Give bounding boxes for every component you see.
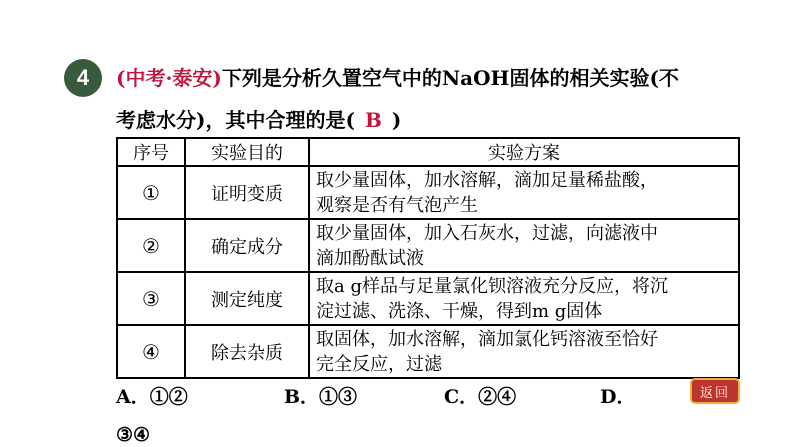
- row-index: ①: [117, 166, 185, 219]
- row-purpose: 证明变质: [185, 166, 309, 219]
- row-plan: [309, 219, 739, 272]
- option-c[interactable]: C．②④: [444, 386, 517, 408]
- table-row: [117, 272, 739, 325]
- option-d-continued: ③④: [116, 424, 151, 446]
- table-row: [117, 219, 739, 272]
- row-plan-line-2: 观察是否有气泡产生: [316, 194, 478, 216]
- row-plan-line-1: 取少量固体，加水溶解，滴加足量稀盐酸，: [316, 169, 658, 191]
- row-plan-line-2: 滴加酚酞试液: [316, 247, 424, 269]
- row-index: ④: [117, 325, 185, 378]
- row-plan-line-1: 取少量固体，加入石灰水，过滤，向滤液中: [316, 222, 658, 244]
- row-purpose: 测定纯度: [185, 272, 309, 325]
- row-plan-line-2: 淀过滤、洗涤、干燥，得到m g固体: [316, 300, 603, 322]
- row-plan-line-1: 取a g样品与足量氯化钡溶液充分反应，将沉: [316, 275, 668, 297]
- row-plan-line-1: 取固体，加水溶解，滴加氯化钙溶液至恰好: [316, 328, 658, 350]
- row-plan: [309, 325, 739, 378]
- table-row: [117, 325, 739, 378]
- row-plan-line-2: 完全反应，过滤: [316, 353, 442, 375]
- answer-text: B: [364, 108, 382, 132]
- table-header-row: [117, 138, 739, 166]
- back-button[interactable]: 返回: [690, 378, 740, 404]
- option-a[interactable]: A．①②: [116, 386, 188, 408]
- header-purpose: 实验目的: [185, 138, 309, 166]
- row-plan: [309, 166, 739, 219]
- question-line-1: [116, 62, 679, 91]
- option-b[interactable]: B．①③: [284, 386, 358, 408]
- question-number-badge: 4: [64, 59, 102, 97]
- question-source: (中考·泰安): [116, 66, 222, 90]
- row-index: ③: [117, 272, 185, 325]
- row-plan: [309, 272, 739, 325]
- row-index: ②: [117, 219, 185, 272]
- question-stem-part-1: 下列是分析久置空气中的NaOH固体的相关实验(不: [221, 66, 679, 90]
- row-purpose: 除去杂质: [185, 325, 309, 378]
- question-stem-part-2: 考虑水分)，其中合理的是(: [116, 108, 355, 132]
- question-stem-end: ): [391, 108, 402, 132]
- header-index: 序号: [117, 138, 185, 166]
- header-plan: 实验方案: [309, 138, 739, 166]
- experiment-table: [116, 137, 740, 379]
- option-d[interactable]: D．: [600, 386, 636, 408]
- question-line-2: [116, 104, 401, 133]
- row-purpose: 确定成分: [185, 219, 309, 272]
- table-row: [117, 166, 739, 219]
